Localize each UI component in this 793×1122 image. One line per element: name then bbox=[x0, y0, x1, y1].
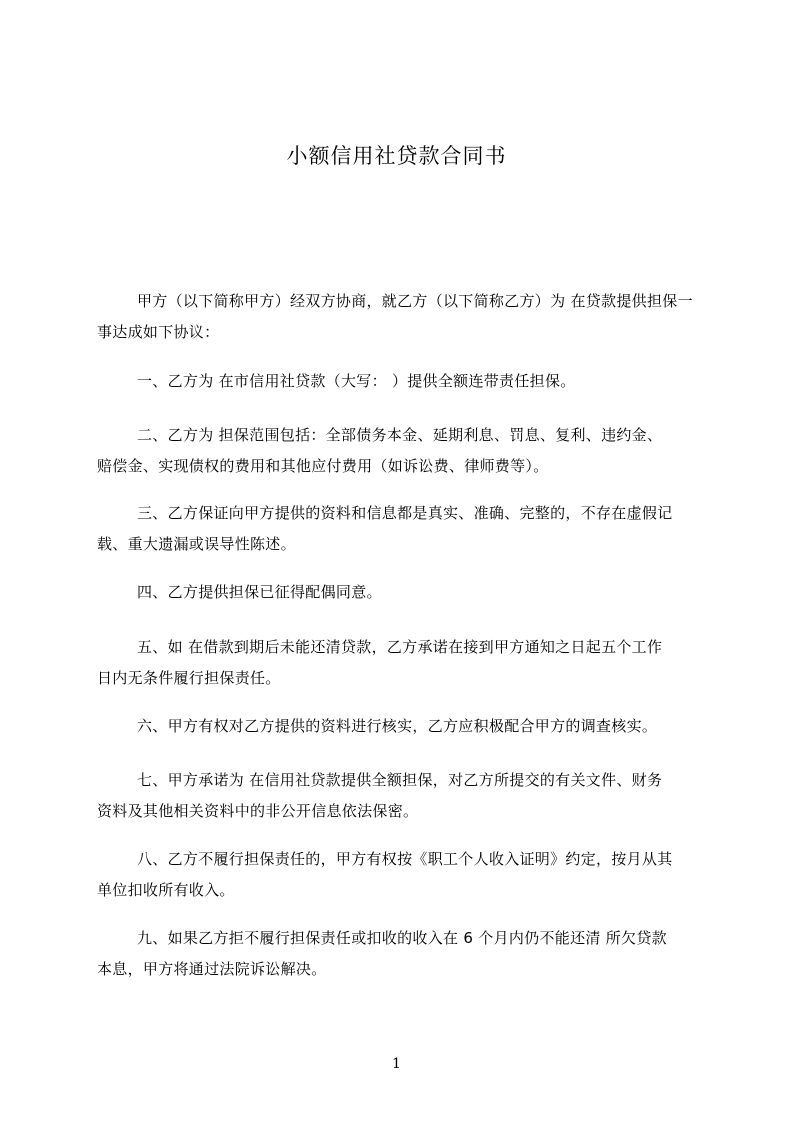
paragraph-line: 事达成如下协议： bbox=[97, 323, 220, 341]
paragraph-line: 八、乙方不履行担保责任的，甲方有权按《职工个人收入证明》约定，按月从其 bbox=[137, 850, 673, 868]
paragraph-line: 九、如果乙方拒不履行担保责任或扣收的收入在 6 个月内仍不能还清 所欠贷款 bbox=[137, 929, 667, 947]
clause-5-paragraph bbox=[97, 632, 703, 694]
clause-1-paragraph bbox=[97, 366, 703, 397]
paragraph-line: 五、如 在借款到期后未能还清贷款，乙方承诺在接到甲方通知之日起五个工作 bbox=[137, 638, 663, 656]
paragraph-line: 赔偿金、实现债权的费用和其他应付费用（如诉讼费、律师费等）。 bbox=[97, 457, 549, 475]
paragraph-line: 四、乙方提供担保已征得配偶同意。 bbox=[137, 583, 382, 601]
clause-9-paragraph bbox=[97, 923, 703, 985]
clause-4-paragraph bbox=[97, 577, 703, 608]
clause-7-paragraph bbox=[97, 765, 703, 827]
clause-2-paragraph bbox=[97, 420, 703, 482]
clause-3-paragraph bbox=[97, 498, 703, 560]
paragraph-line: 七、甲方承诺为 在信用社贷款提供全额担保，对乙方所提交的有关文件、财务 bbox=[137, 771, 663, 789]
paragraph-line: 三、乙方保证向甲方提供的资料和信息都是真实、准确、完整的，不存在虚假记 bbox=[137, 504, 673, 522]
paragraph-line: 单位扣收所有收入。 bbox=[97, 881, 235, 899]
paragraph-line: 二、乙方为 担保范围包括：全部债务本金、延期利息、罚息、复利、违约金、 bbox=[137, 426, 663, 444]
paragraph-line: 本息，甲方将通过法院诉讼解决。 bbox=[97, 960, 327, 978]
paragraph-line: 六、甲方有权对乙方提供的资料进行核实，乙方应积极配合甲方的调查核实。 bbox=[137, 717, 658, 735]
paragraph-line: 资料及其他相关资料中的非公开信息依法保密。 bbox=[97, 802, 419, 820]
paragraph-line: 日内无条件履行担保责任。 bbox=[97, 669, 281, 687]
paragraph-line: 一、乙方为 在市信用社贷款（大写： ）提供全额连带责任担保。 bbox=[137, 372, 576, 390]
paragraph-line: 甲方（以下简称甲方）经双方协商，就乙方（以下简称乙方）为 在贷款提供担保一 bbox=[137, 292, 693, 310]
document-title: 小额信用社贷款合同书 bbox=[286, 144, 507, 168]
paragraph-line: 载、重大遗漏或误导性陈述。 bbox=[97, 535, 296, 553]
clause-6-paragraph bbox=[97, 711, 703, 742]
intro-paragraph bbox=[97, 286, 703, 348]
page-number: 1 bbox=[392, 1056, 401, 1072]
clause-8-paragraph bbox=[97, 844, 703, 906]
